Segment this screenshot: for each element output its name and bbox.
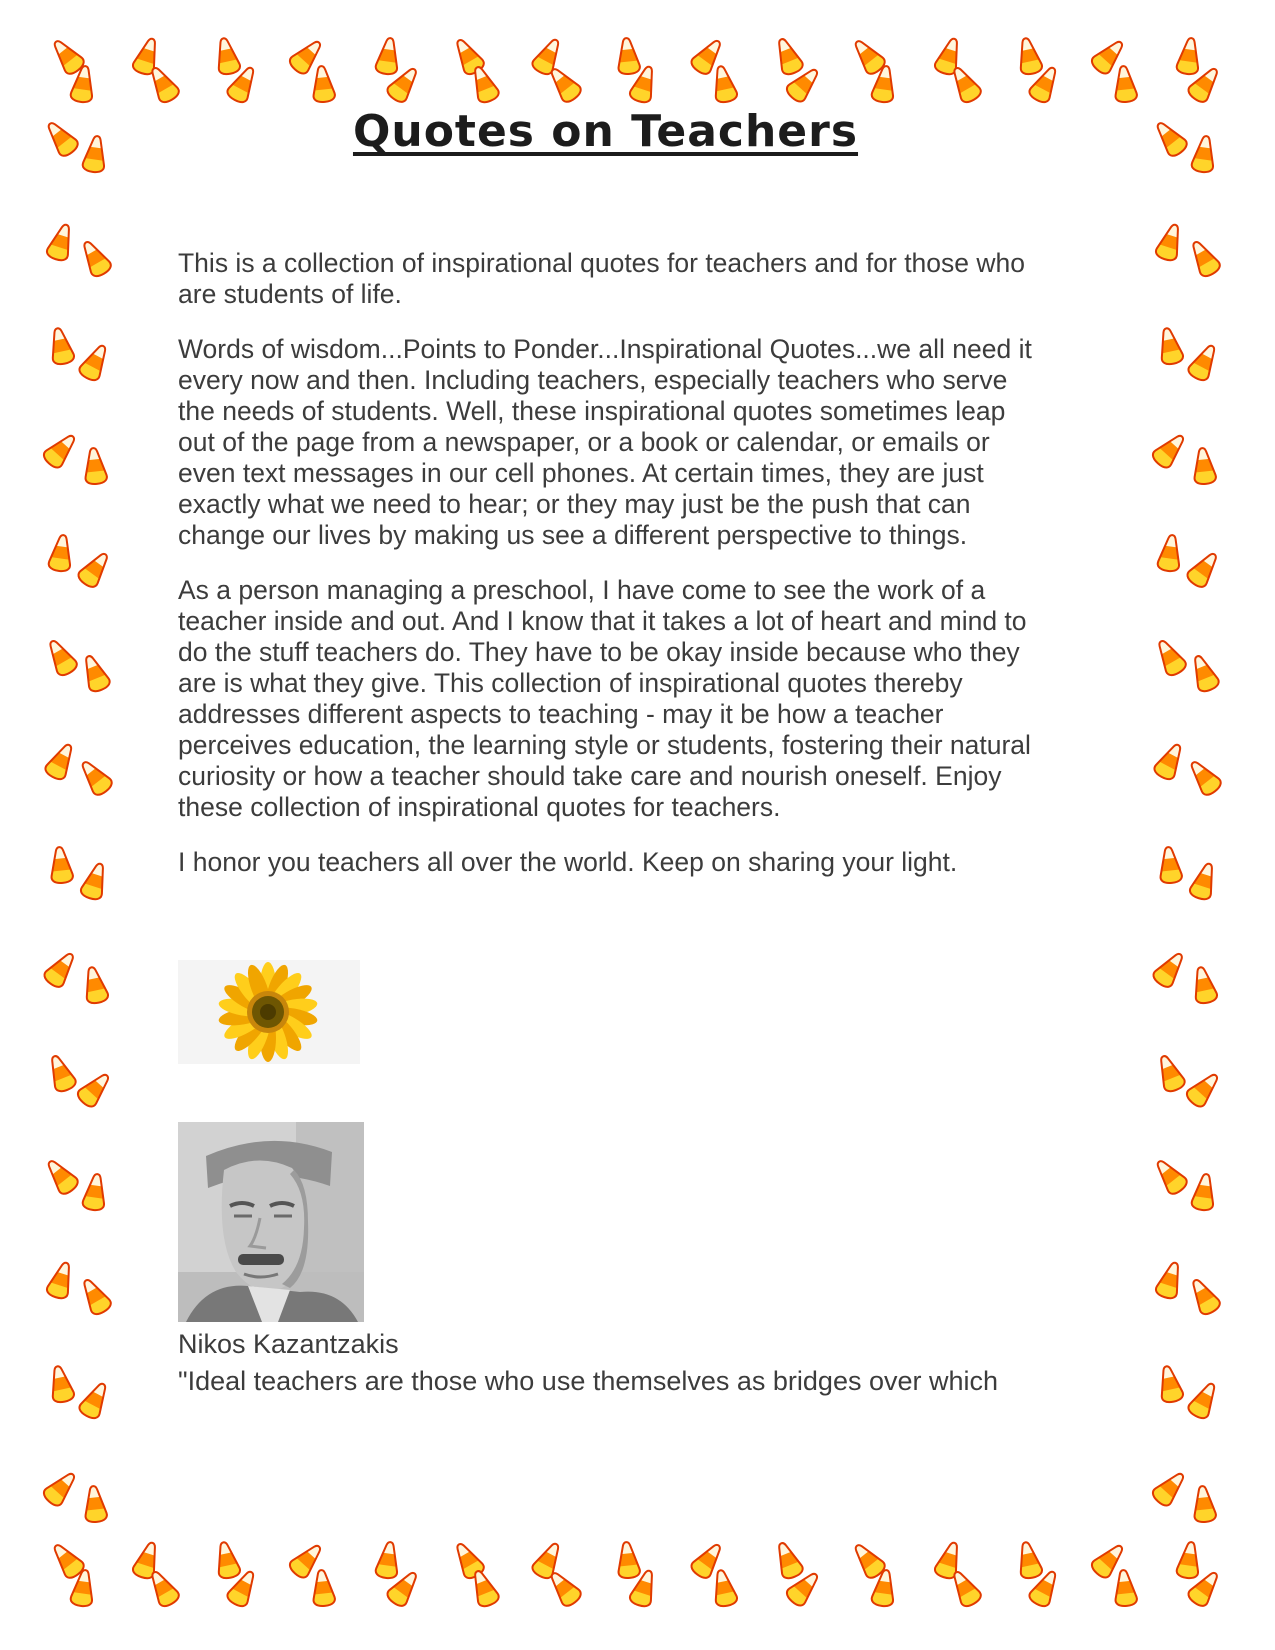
candy-corn-cluster bbox=[1155, 118, 1225, 178]
candy-corn-icon bbox=[42, 1361, 80, 1406]
candy-corn-cluster bbox=[373, 36, 421, 108]
candy-corn-icon bbox=[41, 218, 82, 265]
candy-corn-cluster bbox=[52, 36, 100, 108]
candy-corn-icon bbox=[37, 1151, 85, 1201]
candy-corn-icon bbox=[1183, 649, 1226, 697]
wisdom-paragraph: Words of wisdom...Points to Ponder...Inspirational Quotes...we all need it every now and then. Including teachers, especially teachers who serve the needs of students. Well, these inspirational quotes sometimes leap out of the page from a newspaper, or a book or calendar, or emails or even text messages in our cell phones. At certain times, they are just exactly what we need to hear; or they may just be the push that can change our lives by making us see a different perspective to things. bbox=[178, 334, 1032, 550]
candy-corn-icon bbox=[38, 632, 84, 682]
candy-corn-cluster bbox=[52, 1540, 100, 1612]
candy-corn-icon bbox=[867, 62, 902, 106]
candy-corn-cluster bbox=[46, 1468, 116, 1528]
candy-corn-icon bbox=[77, 1171, 112, 1215]
candy-corn-icon bbox=[78, 1483, 112, 1526]
candy-corn-icon bbox=[867, 1566, 902, 1610]
candy-corn-icon bbox=[306, 1567, 340, 1610]
intro-paragraph: This is a collection of inspirational quotes for teachers and for those who are students of life. bbox=[178, 248, 1025, 309]
candy-corn-icon bbox=[41, 1257, 82, 1304]
candy-corn-icon bbox=[1022, 1563, 1067, 1612]
candy-corn-cluster bbox=[1155, 1468, 1225, 1528]
candy-corn-icon bbox=[462, 60, 505, 108]
candy-corn-cluster bbox=[132, 36, 180, 108]
candy-corn-icon bbox=[705, 61, 743, 106]
candy-corn-icon bbox=[1150, 218, 1191, 265]
candy-corn-cluster bbox=[1155, 1364, 1225, 1424]
candy-corn-icon bbox=[37, 113, 85, 163]
candy-corn-border-right bbox=[1155, 118, 1233, 1528]
candy-corn-cluster bbox=[853, 36, 901, 108]
candy-corn-icon bbox=[1181, 1375, 1226, 1424]
candy-corn-icon bbox=[70, 1064, 119, 1114]
candy-corn-cluster bbox=[613, 36, 661, 108]
candy-corn-icon bbox=[1146, 113, 1194, 163]
candy-corn-icon bbox=[624, 60, 665, 107]
candy-corn-cluster bbox=[693, 1540, 741, 1612]
candy-corn-icon bbox=[624, 1564, 665, 1611]
candy-corn-icon bbox=[71, 544, 119, 594]
candy-corn-cluster bbox=[1155, 222, 1225, 282]
quote-first-line: "Ideal teachers are those who use themselves as bridges over which bbox=[178, 1366, 999, 1396]
candy-corn-icon bbox=[705, 1565, 743, 1610]
candy-corn-icon bbox=[1108, 1567, 1142, 1610]
candy-corn-icon bbox=[76, 962, 114, 1007]
candy-corn-cluster bbox=[773, 1540, 821, 1612]
candy-corn-cluster bbox=[46, 1364, 116, 1424]
page-title: Quotes on Teachers bbox=[352, 106, 859, 157]
candy-corn-cluster bbox=[853, 1540, 901, 1612]
candy-corn-border-left bbox=[46, 118, 124, 1528]
candy-corn-cluster bbox=[1014, 1540, 1062, 1612]
portrait-image bbox=[178, 1122, 364, 1322]
candy-corn-icon bbox=[72, 337, 117, 386]
candy-corn-icon bbox=[221, 59, 266, 108]
candy-corn-icon bbox=[72, 1375, 117, 1424]
candy-corn-cluster bbox=[46, 1156, 116, 1216]
candy-corn-cluster bbox=[46, 1053, 116, 1113]
portrait-caption-block bbox=[178, 1326, 1078, 1400]
candy-corn-cluster bbox=[46, 949, 116, 1009]
portrait-caption: Nikos Kazantzakis bbox=[178, 1329, 399, 1359]
candy-corn-cluster bbox=[533, 36, 581, 108]
candy-corn-icon bbox=[75, 857, 116, 904]
candy-corn-icon bbox=[43, 531, 78, 575]
candy-corn-cluster bbox=[46, 118, 116, 178]
candy-corn-icon bbox=[1153, 843, 1187, 886]
candy-corn-cluster bbox=[533, 1540, 581, 1612]
candy-corn-cluster bbox=[1155, 1260, 1225, 1320]
candy-corn-icon bbox=[1179, 1064, 1228, 1114]
candy-corn-border-top bbox=[52, 36, 1222, 112]
candy-corn-cluster bbox=[212, 1540, 260, 1612]
candy-corn-icon bbox=[1180, 544, 1228, 594]
candy-corn-cluster bbox=[693, 36, 741, 108]
candy-corn-cluster bbox=[1155, 741, 1225, 801]
candy-corn-cluster bbox=[934, 1540, 982, 1612]
candy-corn-icon bbox=[72, 1271, 118, 1321]
candy-corn-cluster bbox=[453, 1540, 501, 1612]
candy-corn-icon bbox=[1184, 857, 1225, 904]
candy-corn-cluster bbox=[46, 1260, 116, 1320]
candy-corn-cluster bbox=[1155, 1053, 1225, 1113]
preschool-paragraph: As a person managing a preschool, I have come to see the work of a teacher inside and out. And I know that it takes a lot of heart and mind to do the stuff teachers do. They have to be okay inside because who they are is what they give. This collection of inspirational quotes thereby addresses different aspects to teaching - may it be how a teacher perceives education, the learning style or students, fostering their natural curiosity or how a teacher should take care and nourish oneself. Enjoy these collection of inspirational quotes for teachers. bbox=[178, 575, 1031, 822]
candy-corn-cluster bbox=[1094, 36, 1142, 108]
candy-corn-cluster bbox=[453, 36, 501, 108]
candy-corn-cluster bbox=[1155, 1156, 1225, 1216]
candy-corn-cluster bbox=[1155, 533, 1225, 593]
candy-corn-cluster bbox=[292, 1540, 340, 1612]
candy-corn-icon bbox=[77, 132, 112, 176]
candy-corn-cluster bbox=[1094, 1540, 1142, 1612]
sunflower-graphic bbox=[178, 960, 360, 1064]
candy-corn-icon bbox=[1108, 63, 1142, 106]
candy-corn-cluster bbox=[613, 1540, 661, 1612]
candy-corn-cluster bbox=[773, 36, 821, 108]
candy-corn-icon bbox=[1181, 1271, 1227, 1321]
candy-corn-icon bbox=[1185, 962, 1223, 1007]
sunflower-image bbox=[178, 960, 360, 1064]
candy-corn-icon bbox=[1181, 233, 1227, 283]
candy-corn-icon bbox=[74, 649, 117, 697]
portrait-graphic bbox=[178, 1122, 364, 1322]
candy-corn-icon bbox=[42, 323, 80, 368]
candy-corn-cluster bbox=[1155, 637, 1225, 697]
candy-corn-icon bbox=[1152, 531, 1187, 575]
candy-corn-icon bbox=[1186, 1171, 1221, 1215]
candy-corn-icon bbox=[462, 1564, 505, 1612]
candy-corn-cluster bbox=[373, 1540, 421, 1612]
candy-corn-cluster bbox=[1174, 1540, 1222, 1612]
candy-corn-icon bbox=[1022, 59, 1067, 108]
candy-corn-icon bbox=[65, 62, 100, 106]
candy-corn-cluster bbox=[1155, 845, 1225, 905]
candy-corn-icon bbox=[306, 63, 340, 106]
candy-corn-cluster bbox=[1155, 430, 1225, 490]
candy-corn-cluster bbox=[934, 36, 982, 108]
candy-corn-cluster bbox=[46, 637, 116, 697]
candy-corn-icon bbox=[1146, 1151, 1194, 1201]
candy-corn-icon bbox=[1186, 132, 1221, 176]
candy-corn-icon bbox=[1147, 632, 1193, 682]
candy-corn-border-bottom bbox=[52, 1540, 1222, 1616]
candy-corn-icon bbox=[78, 444, 112, 487]
candy-corn-icon bbox=[1187, 1483, 1221, 1526]
body-text bbox=[178, 248, 1035, 902]
candy-corn-cluster bbox=[212, 36, 260, 108]
candy-corn-cluster bbox=[1014, 36, 1062, 108]
candy-corn-icon bbox=[72, 233, 118, 283]
candy-corn-cluster bbox=[46, 430, 116, 490]
candy-corn-cluster bbox=[46, 326, 116, 386]
candy-corn-cluster bbox=[292, 36, 340, 108]
candy-corn-cluster bbox=[46, 533, 116, 593]
honor-paragraph: I honor you teachers all over the world. Keep on sharing your light. bbox=[178, 847, 958, 877]
candy-corn-cluster bbox=[1174, 36, 1222, 108]
candy-corn-icon bbox=[1151, 323, 1189, 368]
candy-corn-cluster bbox=[46, 845, 116, 905]
candy-corn-cluster bbox=[1155, 326, 1225, 386]
candy-corn-icon bbox=[65, 1566, 100, 1610]
candy-corn-icon bbox=[1181, 337, 1226, 386]
candy-corn-icon bbox=[1151, 1361, 1189, 1406]
candy-corn-icon bbox=[1187, 444, 1221, 487]
candy-corn-cluster bbox=[1155, 949, 1225, 1009]
candy-corn-cluster bbox=[46, 741, 116, 801]
candy-corn-cluster bbox=[132, 1540, 180, 1612]
candy-corn-cluster bbox=[46, 222, 116, 282]
candy-corn-icon bbox=[221, 1563, 266, 1612]
candy-corn-icon bbox=[44, 843, 78, 886]
candy-corn-icon bbox=[1150, 1257, 1191, 1304]
